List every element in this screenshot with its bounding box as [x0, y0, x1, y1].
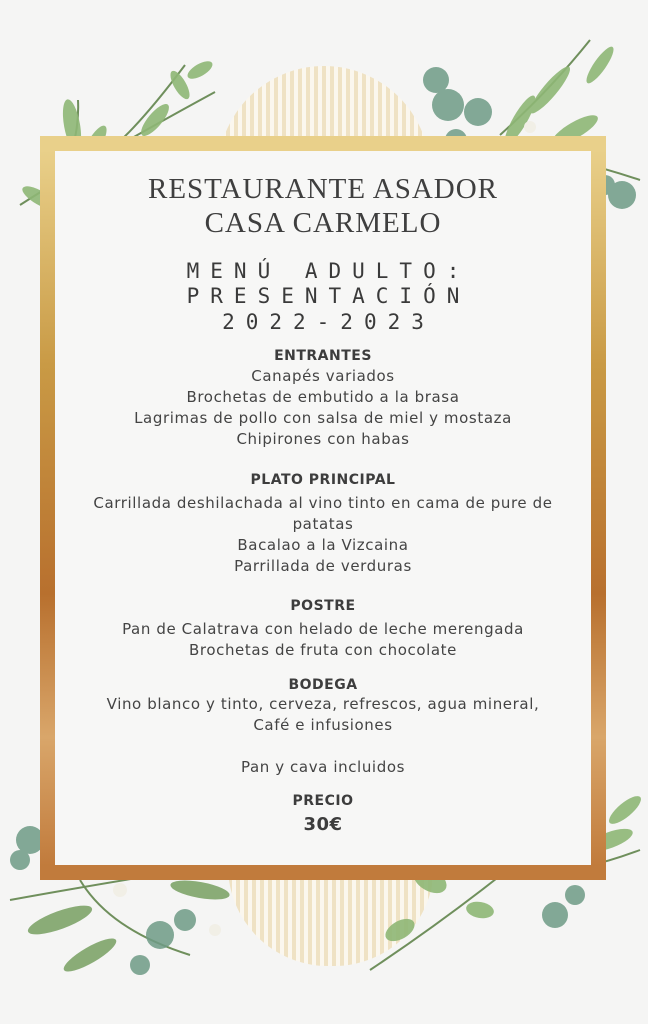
menu-item: patatas [292, 515, 354, 533]
price-label: PRECIO [292, 793, 354, 809]
menu-item: Bacalao a la Vizcaina [237, 536, 409, 554]
restaurant-name-line1: RESTAURANTE ASADOR [147, 173, 498, 205]
section-heading-bodega: BODEGA [288, 677, 358, 693]
menu-item: Café e infusiones [253, 716, 393, 734]
price-value: 30€ [303, 814, 343, 835]
menu-item: Pan de Calatrava con helado de leche merengada [122, 620, 524, 638]
menu-title-line2: PRESENTACIÓN [186, 284, 471, 308]
menu-item: Carrillada deshilachada al vino tinto en cama de pure de [93, 494, 553, 512]
section-heading-plato-principal: PLATO PRINCIPAL [250, 472, 396, 488]
menu-item: Brochetas de fruta con chocolate [189, 641, 457, 659]
menu-title-year: 2022-2023 [222, 310, 435, 334]
menu-item: Parrillada de verduras [234, 557, 412, 575]
section-heading-postre: POSTRE [290, 598, 356, 614]
menu-item: Canapés variados [251, 367, 395, 385]
menu-item: Vino blanco y tinto, cerveza, refrescos, agua mineral, [106, 695, 540, 713]
menu-item: Lagrimas de pollo con salsa de miel y mostaza [134, 409, 512, 427]
menu-title-line1: MENÚ ADULTO: [186, 259, 471, 283]
restaurant-name-line2: CASA CARMELO [204, 207, 442, 239]
section-heading-entrantes: ENTRANTES [274, 348, 372, 364]
menu-item: Chipirones con habas [236, 430, 410, 448]
menu-item: Brochetas de embutido a la brasa [186, 388, 460, 406]
included-note: Pan y cava incluidos [240, 758, 406, 776]
